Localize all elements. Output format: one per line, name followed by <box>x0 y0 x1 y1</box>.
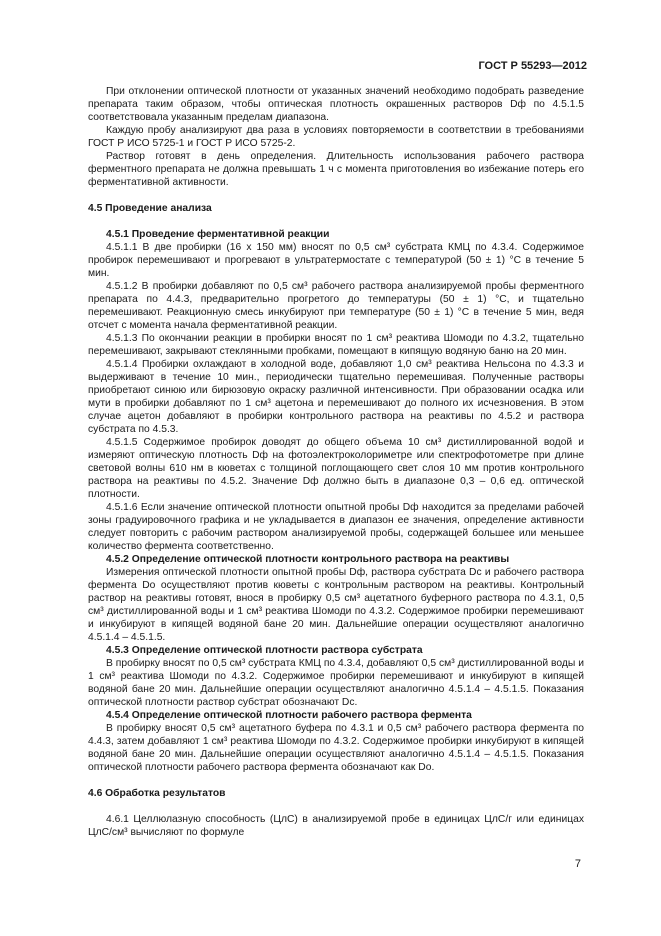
subsection-heading: 4.5.2 Определение оптической плотности контрольного раствора на реактивы <box>106 554 510 565</box>
paragraph: В пробирку вносят 0,5 см³ ацетатного буфера по 4.3.1 и 0,5 см³ рабочего раствора фермента по 4.4.3, затем добавляют 1 см³ реактива Шомоди по 4.3.2. Содержимое пробирки инкубируют в кипящей водяной бане 20 мин. Дальнейшие операции осуществляют аналогично 4.5.1.4 – 4.5.1.5. Показания оптической плотности рабочего раствора фермента обозначают как Dо. <box>88 723 584 773</box>
subsection-heading: 4.5.3 Определение оптической плотности раствора субстрата <box>106 645 423 656</box>
paragraph: 4.5.1.4 Пробирки охлаждают в холодной воде, добавляют 1,0 см³ реактива Нельсона по 4.3.3 и выдерживают в течение 10 мин., периодически тщательно перемешивая. Полученные растворы приобретают синюю или бирюзовую окраску различной интенсивности. При образовании осадка или мути в пробирки добавляют по 1 см³ ацетона и перемешивают до полного их исчезновения. В этом случае ацетон добавляют в пробирки контрольного раствора на реактивы по 4.5.2 и раствора субстрата по 4.5.3. <box>88 359 584 435</box>
section-heading: 4.6 Обработка результатов <box>88 788 226 799</box>
paragraph: 4.5.1.2 В пробирки добавляют по 0,5 см³ рабочего раствора анализируемой пробы ферментного препарата по 4.4.3, предварительно прогретого до температуры (50 ± 1) °С, и тщательно перемешивают. Реакционную смесь инкубируют при температуре (50 ± 1) °С в течение 5 мин, ведя отсчет с момента начала ферментативной реакции. <box>88 281 584 331</box>
paragraph: 4.6.1 Целлюлазную способность (ЦлС) в анализируемой пробе в единицах ЦлС/г или единицах ЦлС/см³ вычисляют по формуле <box>88 814 584 838</box>
subsection-heading: 4.5.1 Проведение ферментативной реакции <box>106 229 330 240</box>
subsection-heading: 4.5.4 Определение оптической плотности рабочего раствора фермента <box>106 710 472 721</box>
paragraph: В пробирку вносят по 0,5 см³ субстрата КМЦ по 4.3.4, добавляют 0,5 см³ дистиллированной воды и 1 см³ реактива Шомоди по 4.3.2. Содержимое пробирки перемешивают и инкубируют в кипящей водяной бане 20 мин. Дальнейшие операции осуществляют аналогично 4.5.1.4 – 4.5.1.5. Показания оптической плотности раствор субстрат обозначают Dс. <box>88 658 584 708</box>
standard-header: ГОСТ Р 55293—2012 <box>478 60 587 72</box>
section-heading: 4.5 Проведение анализа <box>88 203 212 214</box>
paragraph: Раствор готовят в день определения. Длительность использования рабочего раствора ферментного препарата не должна превышать 1 ч с момента приготовления во избежание потерь его ферментативной активности. <box>88 151 584 188</box>
paragraph: 4.5.1.5 Содержимое пробирок доводят до общего объема 10 см³ дистиллированной водой и измеряют оптическую плотность Dф на фотоэлектроколориметре или спектрофотометре при длине световой волны 610 нм в кюветах с толщиной поглощающего свет слоя 10 мм против контрольного раствора на реактивы по 4.5.2. Значение Dф должно быть в диапазоне 0,3 – 0,6 ед. оптической плотности. <box>88 437 584 500</box>
paragraph: При отклонении оптической плотности от указанных значений необходимо подобрать разведение препарата таким образом, чтобы оптическая плотность окрашенных растворов Dф по 4.5.1.5 соответствовала указанным пределам диапазона. <box>88 86 584 123</box>
document-body <box>88 85 584 839</box>
paragraph: 4.5.1.6 Если значение оптической плотности опытной пробы Dф находится за пределами рабочей зоны градуировочного графика и не укладывается в диапазон ее значения, определение активности следует повторить с рабочим раствором анализируемой пробы, содержащей большее или меньшее количество фермента соответственно. <box>88 502 584 552</box>
paragraph: Измерения оптической плотности опытной пробы Dф, раствора субстрата Dс и рабочего раствора фермента Dо осуществляют против кюветы с контрольным раствором на реактивы. Контрольный раствор на реактивы готовят, внося в пробирку 0,5 см³ ацетатного буферного раствора по 4.3.1, 0,5 см³ дистиллированной воды и 1 см³ реактива Шомоди по 4.3.2. Содержимое пробирки перемешивают и инкубируют в кипящей водяной бане 20 мин. Дальнейшие операции осуществляют аналогично 4.5.1.4 – 4.5.1.5. <box>88 567 584 643</box>
paragraph: 4.5.1.3 По окончании реакции в пробирки вносят по 1 см³ реактива Шомоди по 4.3.2, тщательно перемешивают, закрывают стеклянными пробками, помещают в кипящую водяную баню на 20 мин. <box>88 333 584 357</box>
paragraph: 4.5.1.1 В две пробирки (16 х 150 мм) вносят по 0,5 см³ субстрата КМЦ по 4.3.4. Содержимое пробирок перемешивают и прогревают в ультратермостате с температурой (50 ± 1) °С в течение 5 мин. <box>88 242 584 279</box>
paragraph: Каждую пробу анализируют два раза в условиях повторяемости в соответствии в требованиями ГОСТ Р ИСО 5725-1 и ГОСТ Р ИСО 5725-2. <box>88 125 584 149</box>
page-number: 7 <box>574 858 581 870</box>
